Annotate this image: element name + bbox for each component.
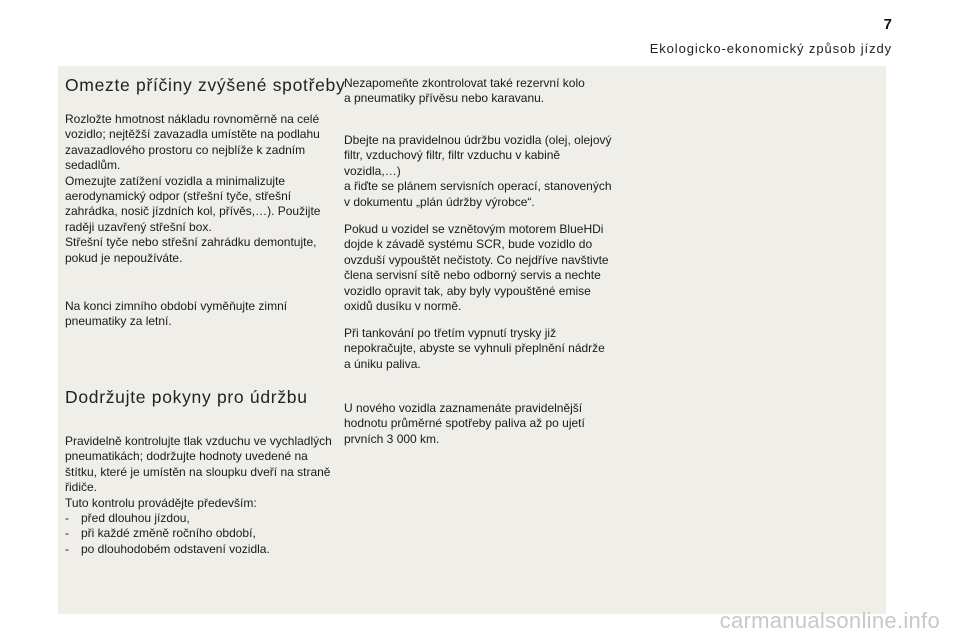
paragraph-bluehdi-scr: Pokud u vozidel se vznětovým motorem BlueHDi dojde k závadě systému SCR, bude vozidlo do ovzduší vypouštět nečistoty. Co nejdříve navštivte člena servisní sítě nebo odborný servis a nechte vozidlo opravit tak, aby byly vypouštěné emise oxidů dusíku v normě. [344, 222, 609, 314]
page-number: 7 [883, 16, 892, 33]
check-occasions-list [65, 511, 335, 557]
paragraph-new-vehicle: U nového vozidla zaznamenáte pravidelnější hodnotu průměrné spotřeby paliva až po ujetí prvních 3 000 km. [344, 401, 585, 446]
paragraph-load-distribution: Rozložte hmotnost nákladu rovnoměrně na celé vozidlo; nejtěžší zavazadla umístěte na podlahu zavazadlového prostoru co nejblíže k zadním sedadlům. Omezujte zatížení vozidla a minimalizujte aerodynamický odpor (střešní tyče, střešní zahrádka, nosič jízdních kol, přívěs,…). Použijte raději uzavřený střešní box. Střešní tyče nebo střešní zahrádku demontujte, pokud je nepoužíváte. [65, 112, 321, 265]
section-heading-maintenance: Dodržujte pokyny pro údržbu [65, 387, 308, 407]
paragraph-spare-wheel: Nezapomeňte zkontrolovat také rezervní kolo a pneumatiky přívěsu nebo karavanu. [344, 76, 585, 106]
paragraph-regular-service: Dbejte na pravidelnou údržbu vozidla (olej, olejový filtr, vzduchový filtr, filtr vzduchu v kabině vozidla,…) a řiďte se plánem servisních operací, stanovených v dokumentu „plán údržby výrobce“. [344, 133, 612, 209]
list-item: - před dlouhou jízdou, [65, 511, 335, 526]
section-heading-consumption: Omezte příčiny zvýšené spotřeby [65, 75, 346, 95]
list-item: - po dlouhodobém odstavení vozidla. [65, 542, 335, 557]
paragraph-winter-tyres: Na konci zimního období vyměňujte zimní pneumatiky za letní. [65, 299, 288, 329]
chapter-title: Ekologicko-ekonomický způsob jízdy [649, 41, 892, 56]
watermark: carmanualsonline.info [719, 608, 940, 633]
paragraph-refuelling: Při tankování po třetím vypnutí trysky již nepokračujte, abyste se vyhnuli přeplnění nádrže a úniku paliva. [344, 326, 605, 371]
list-item: - při každé změně ročního období, [65, 526, 335, 541]
paragraph-tyre-pressure: Pravidelně kontrolujte tlak vzduchu ve vychladlých pneumatikách; dodržujte hodnoty uvedené na štítku, které je umístěn na sloupku dveří na straně řidiče. Tuto kontrolu provádějte především: [65, 434, 332, 510]
